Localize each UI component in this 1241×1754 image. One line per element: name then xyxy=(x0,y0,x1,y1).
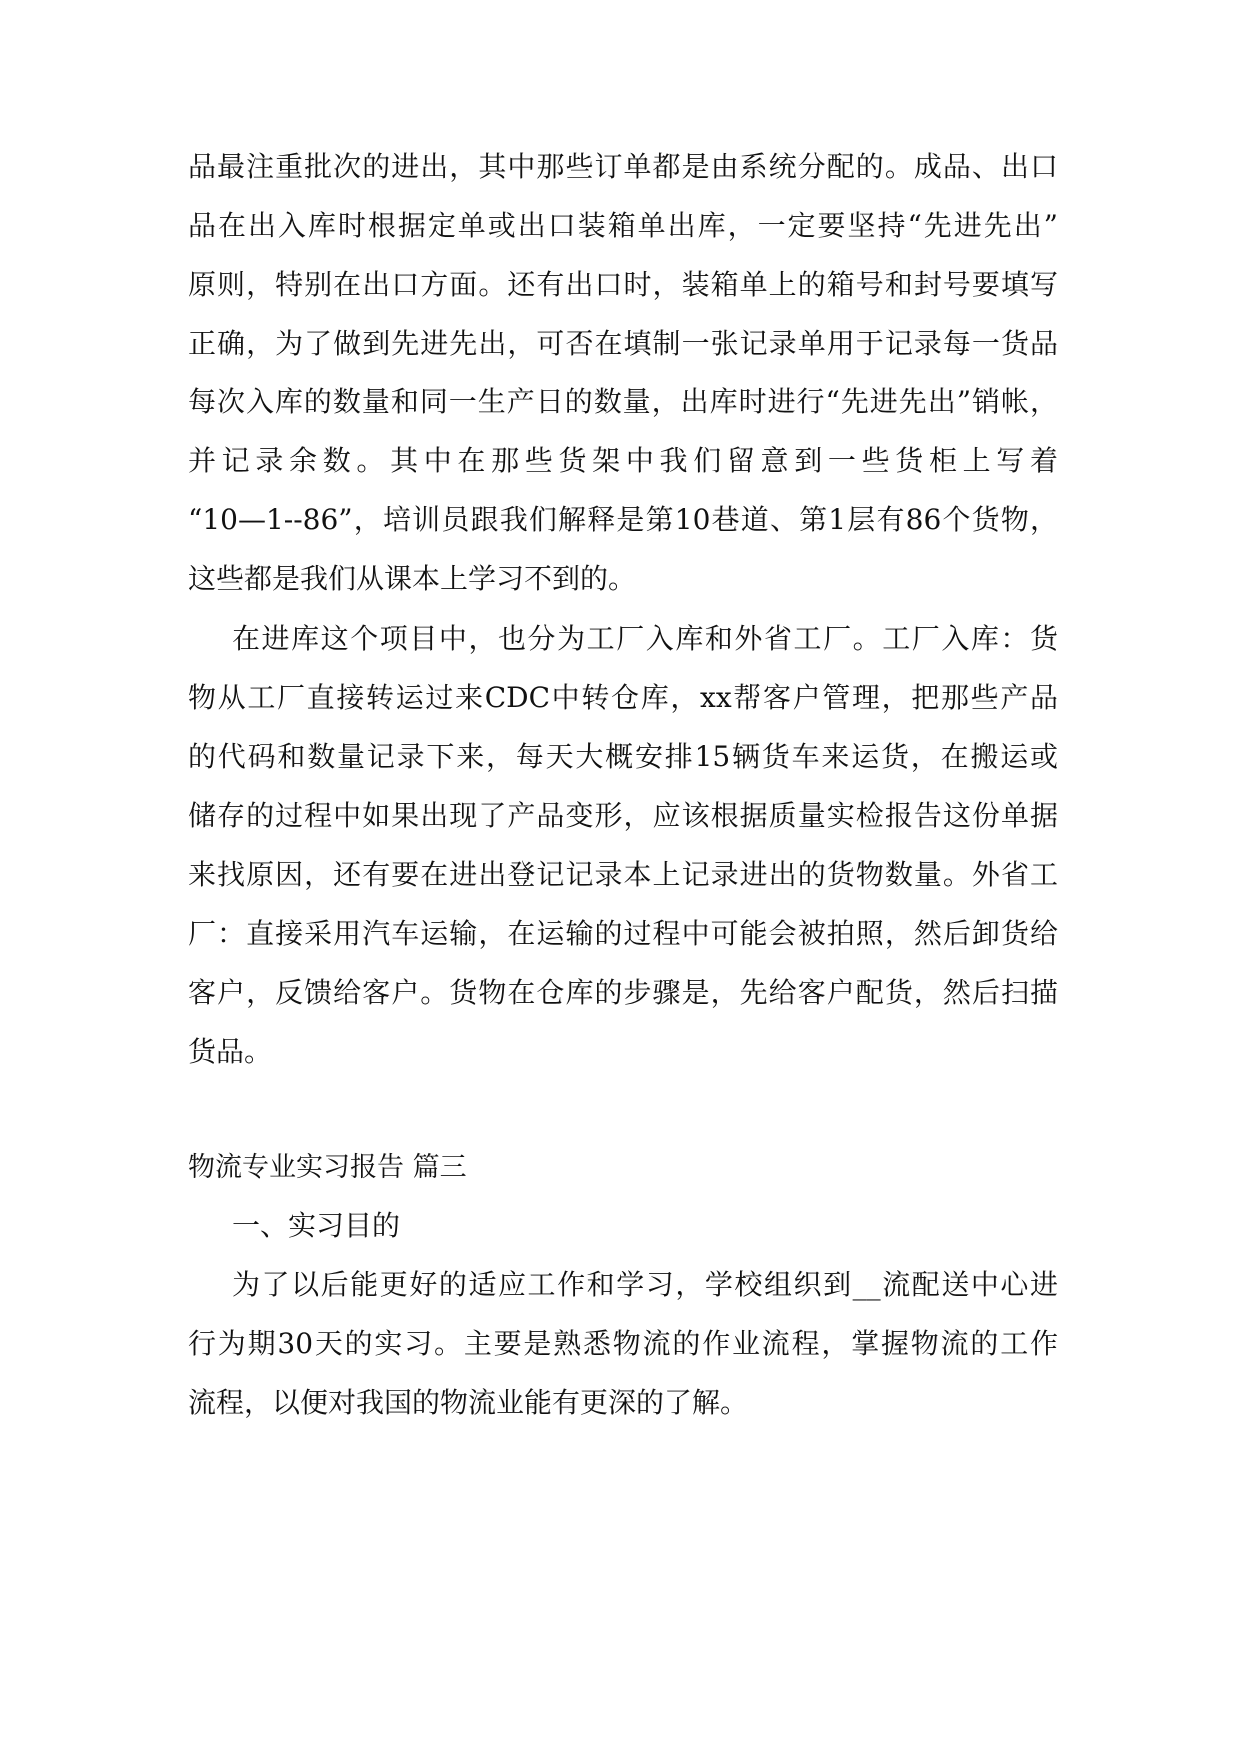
paragraph-line: 正确，为了做到先进先出，可否在填制一张记录单用于记录每一货品 xyxy=(188,327,1058,360)
paragraph-line: 原则，特别在出口方面。还有出口时，装箱单上的箱号和封号要填写 xyxy=(188,268,1058,301)
section-heading: 物流专业实习报告 篇三 xyxy=(188,1152,467,1183)
paragraph-line: 客户，反馈给客户。货物在仓库的步骤是，先给客户配货，然后扫描 xyxy=(188,976,1058,1009)
section-subheading: 一、实习目的 xyxy=(232,1209,401,1242)
paragraph-line: 为了以后能更好的适应工作和学习，学校组织到__流配送中心进 xyxy=(232,1268,1058,1301)
paragraph-line: 来找原因，还有要在进出登记记录本上记录进出的货物数量。外省工 xyxy=(188,858,1058,891)
paragraph-line: 货品。 xyxy=(188,1035,273,1068)
paragraph-line: 流程，以便对我国的物流业能有更深的了解。 xyxy=(188,1386,749,1419)
paragraph-line: 在进库这个项目中，也分为工厂入库和外省工厂。工厂入库：货 xyxy=(232,622,1058,655)
paragraph-line: 厂：直接采用汽车运输，在运输的过程中可能会被拍照，然后卸货给 xyxy=(188,917,1058,950)
paragraph-line: 行为期30天的实习。主要是熟悉物流的作业流程，掌握物流的工作 xyxy=(188,1327,1058,1360)
paragraph-line: 这些都是我们从课本上学习不到的。 xyxy=(188,562,637,595)
paragraph-line: 品在出入库时根据定单或出口装箱单出库，一定要坚持“先进先出” xyxy=(188,209,1058,242)
paragraph-line: “10—1--86”，培训员跟我们解释是第10巷道、第1层有86个货物， xyxy=(188,503,1058,536)
paragraph-line: 物从工厂直接转运过来CDC中转仓库，xx帮客户管理，把那些产品 xyxy=(188,681,1058,714)
paragraph-line: 并记录余数。其中在那些货架中我们留意到一些货柜上写着 xyxy=(188,444,1058,477)
paragraph-line: 每次入库的数量和同一生产日的数量，出库时进行“先进先出”销帐， xyxy=(188,385,1058,418)
paragraph-line: 的代码和数量记录下来，每天大概安排15辆货车来运货，在搬运或 xyxy=(188,740,1058,773)
paragraph-line: 储存的过程中如果出现了产品变形，应该根据质量实检报告这份单据 xyxy=(188,799,1058,832)
paragraph-line: 品最注重批次的进出，其中那些订单都是由系统分配的。成品、出口 xyxy=(188,150,1058,183)
